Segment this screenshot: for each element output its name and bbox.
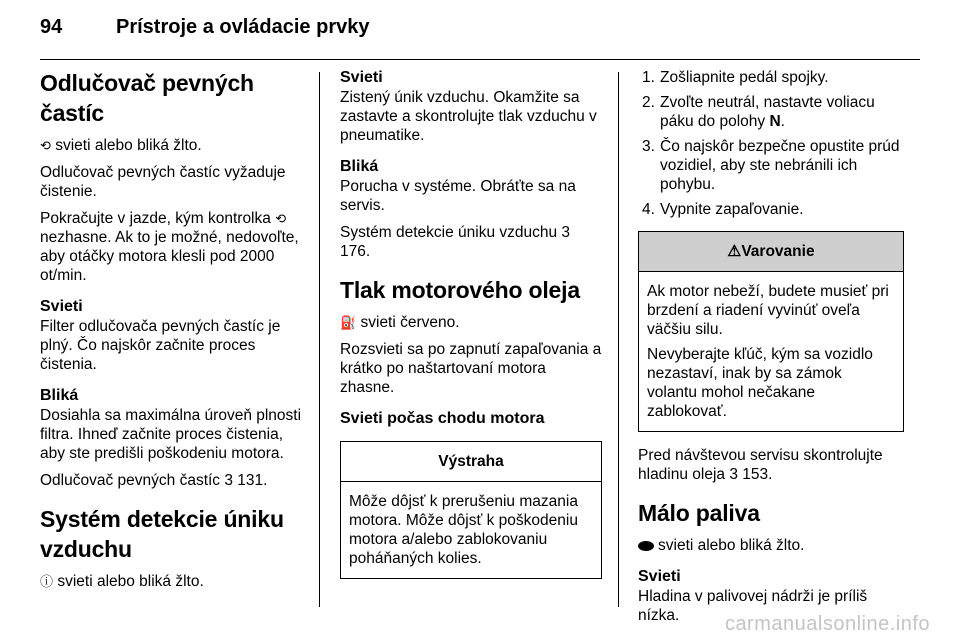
- dpf-status-text: ⟲ svieti alebo bliká žlto.: [40, 137, 202, 154]
- warning-triangle-icon: ⚠: [727, 243, 742, 260]
- list-item: 2. Zvoľte neutrál, nastavte voliacu páku do polohy N.: [642, 94, 875, 130]
- dpf-warning-icon: ⟲: [40, 138, 51, 153]
- warning-text-2: Nevyberajte kľúč, kým sa vozidlo nezastaví, inak by sa zámok volantu mohol nečakane zablokovať.: [647, 346, 873, 420]
- svieti-text: Zistený únik vzduchu. Okamžite sa zastavte a skontrolujte tlak vzduchu v pneumatike.: [340, 89, 597, 144]
- list-item: 4. Vypnite zapaľovanie.: [642, 201, 804, 218]
- dpf-continue-text: Pokračujte v jazde, kým kontrolka ⟲ nezhasne. Ak to je možné, nedovoľte, aby otáčky motora klesli pod 2000 ot/min.: [40, 210, 299, 284]
- subheading-svieti: Svieti: [40, 298, 83, 315]
- subheading-svieti: Svieti: [638, 568, 681, 585]
- warning-text-1: Ak motor nebeží, budete musieť pri brzdení a riadení vyvinúť oveľa väčšiu silu.: [647, 283, 889, 338]
- fuel-status-text: svieti alebo bliká žlto.: [638, 536, 904, 555]
- subheading-running: Svieti počas chodu motora: [340, 410, 545, 427]
- column-divider-1: [319, 72, 320, 607]
- dpf-warning-icon: ⟲: [275, 211, 287, 226]
- section-heading-fuel: Málo paliva: [638, 500, 760, 526]
- column-divider-2: [618, 72, 619, 607]
- warning-title: ⚠Varovanie: [639, 232, 903, 272]
- section-heading-dpf: Odlučovač pevných častíc: [40, 70, 254, 126]
- list-item: 1. Zošliapnite pedál spojky.: [642, 69, 829, 86]
- warning-box: [638, 231, 904, 432]
- subheading-svieti: Svieti: [340, 69, 383, 86]
- column-1: [40, 68, 308, 599]
- svieti-text: Filter odlučovača pevných častíc je plný. Čo najskôr začnite proces čistenia.: [40, 318, 281, 373]
- watermark: carmanualsonline.info: [724, 613, 930, 635]
- page-number: 94: [40, 16, 63, 38]
- fuel-svieti-text: Hladina v palivovej nádrži je príliš nízka.: [638, 588, 868, 624]
- tire-pressure-icon: ⓘ: [40, 574, 54, 589]
- fuel-icon: [638, 541, 654, 551]
- tire-status-text: ⓘ svieti alebo bliká žlto.: [40, 573, 204, 590]
- column-2: [340, 68, 602, 593]
- subheading-blika: Bliká: [340, 158, 379, 175]
- oil-status-text: ⛽ svieti červeno.: [340, 314, 460, 331]
- page-header: [40, 16, 369, 46]
- dpf-cleaning-text: Odlučovač pevných častíc vyžaduje čistenie.: [40, 164, 286, 200]
- column-3: [638, 68, 904, 633]
- list-item: 3. Čo najskôr bezpečne opustite prúd vozidiel, aby ste nebránili ich pohybu.: [642, 138, 900, 193]
- service-text: Pred návštevou servisu skontrolujte hladinu oleja 3 153.: [638, 447, 883, 483]
- oil-can-icon: ⛽: [340, 315, 357, 330]
- blika-text: Porucha v systéme. Obráťte sa na servis.: [340, 178, 576, 214]
- steps-list: [638, 68, 904, 219]
- header-rule: [40, 59, 920, 60]
- tire-reference: Systém detekcie úniku vzduchu 3 176.: [340, 224, 571, 260]
- oil-ignition-text: Rozsvieti sa po zapnutí zapaľovania a krátko po naštartovaní motora zhasne.: [340, 341, 602, 396]
- notice-text: Môže dôjsť k prerušeniu mazania motora. Môže dôjsť k poškodeniu motora a/alebo zablokovaniu poháňaných kolies.: [349, 493, 578, 567]
- section-heading-oil: Tlak motorového oleja: [340, 277, 580, 303]
- blika-text: Dosiahla sa maximálna úroveň plnosti filtra. Ihneď začnite proces čistenia, aby ste predišli poškodeniu motora.: [40, 407, 302, 462]
- subheading-blika: Bliká: [40, 387, 79, 404]
- dpf-reference: Odlučovač pevných častíc 3 131.: [40, 472, 268, 489]
- page-title: Prístroje a ovládacie prvky: [116, 16, 370, 38]
- notice-box: [340, 441, 602, 579]
- notice-title: Výstraha: [341, 442, 601, 482]
- section-heading-tire: Systém detekcie úniku vzduchu: [40, 506, 284, 562]
